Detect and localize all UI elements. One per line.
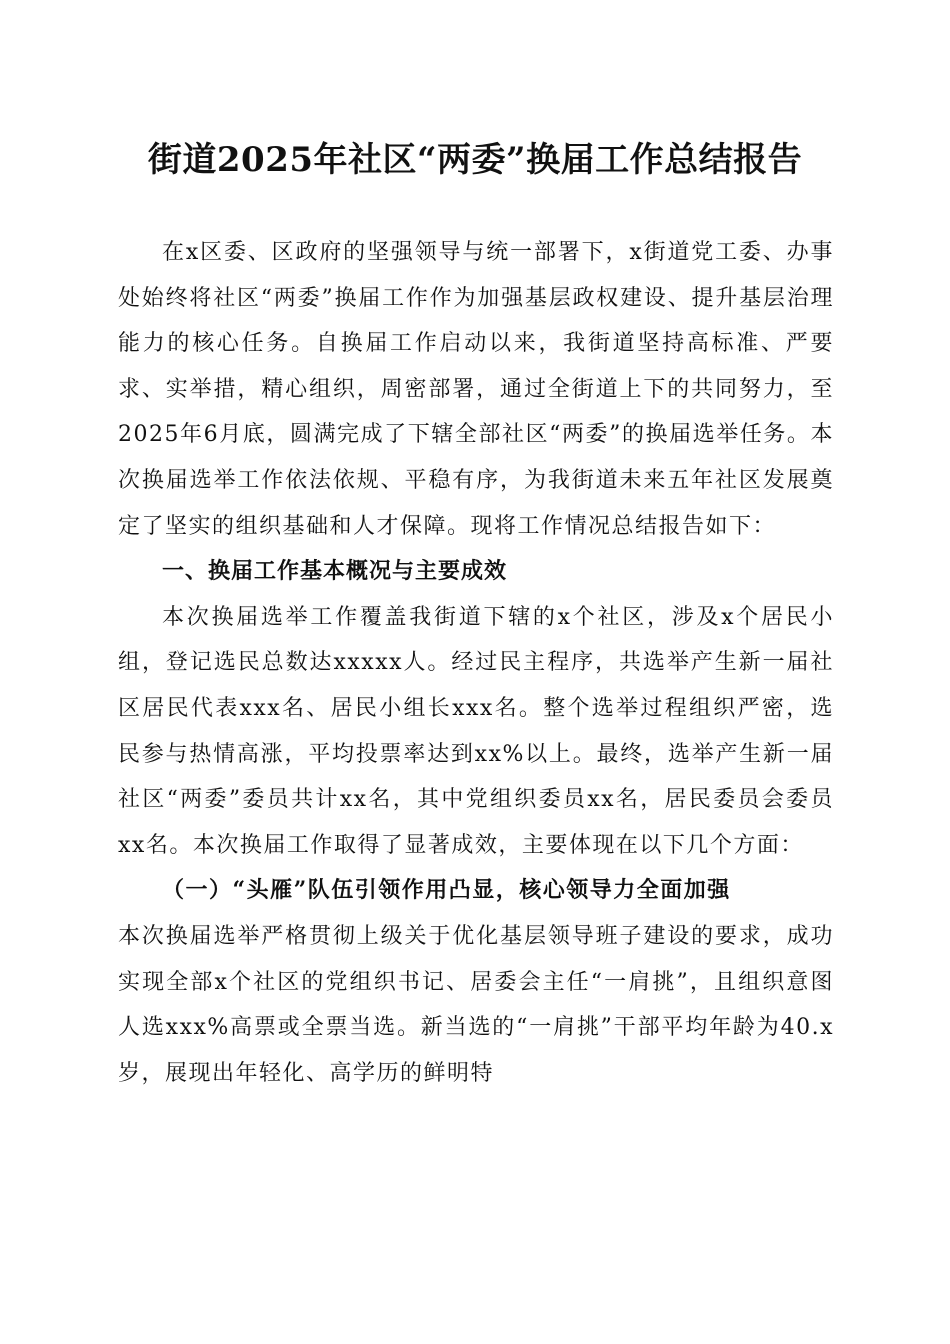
intro-paragraph: 在x区委、区政府的坚强领导与统一部署下，x街道党工委、办事处始终将社区“两委”换届工作作为加强基层政权建设、提升基层治理能力的核心任务。自换届工作启动以来，我街道坚持高标准、严要求、实举措，精心组织，周密部署，通过全街道上下的共同努力，至2025年6月底，圆满完成了下辖全部社区“两委”的换届选举任务。本次换届选举工作依法依规、平稳有序，为我街道未来五年社区发展奠定了坚实的组织基础和人才保障。现将工作情况总结报告如下： <box>118 240 834 539</box>
document-title: 街道2025年社区“两委”换届工作总结报告 <box>147 140 803 180</box>
section-paragraph: 本次换届选举工作覆盖我街道下辖的x个社区，涉及x个居民小组，登记选民总数达xxxxx人。经过民主程序，共选举产生新一届社区居民代表xxx名、居民小组长xxx名。整个选举过程组织严密，选民参与热情高涨，平均投票率达到xx%以上。最终，选举产生新一届社区“两委”委员共计xx名，其中党组织委员xx名，居民委员会委员xx名。本次换届工作取得了显著成效，主要体现在以下几个方面： <box>118 604 834 858</box>
subsection-paragraph: 本次换届选举严格贯彻上级关于优化基层领导班子建设的要求，成功实现全部x个社区的党组织书记、居委会主任“一肩挑”，且组织意图人选xxx%高票或全票当选。新当选的“一肩挑”干部平均年龄为40.x岁，展现出年轻化、高学历的鲜明特 <box>118 923 834 1086</box>
document-body <box>118 230 834 1096</box>
section-heading: 一、换届工作基本概况与主要成效 <box>162 559 508 585</box>
subsection-heading: （一）“头雁”队伍引领作用凸显，核心领导力全面加强 <box>162 877 731 904</box>
